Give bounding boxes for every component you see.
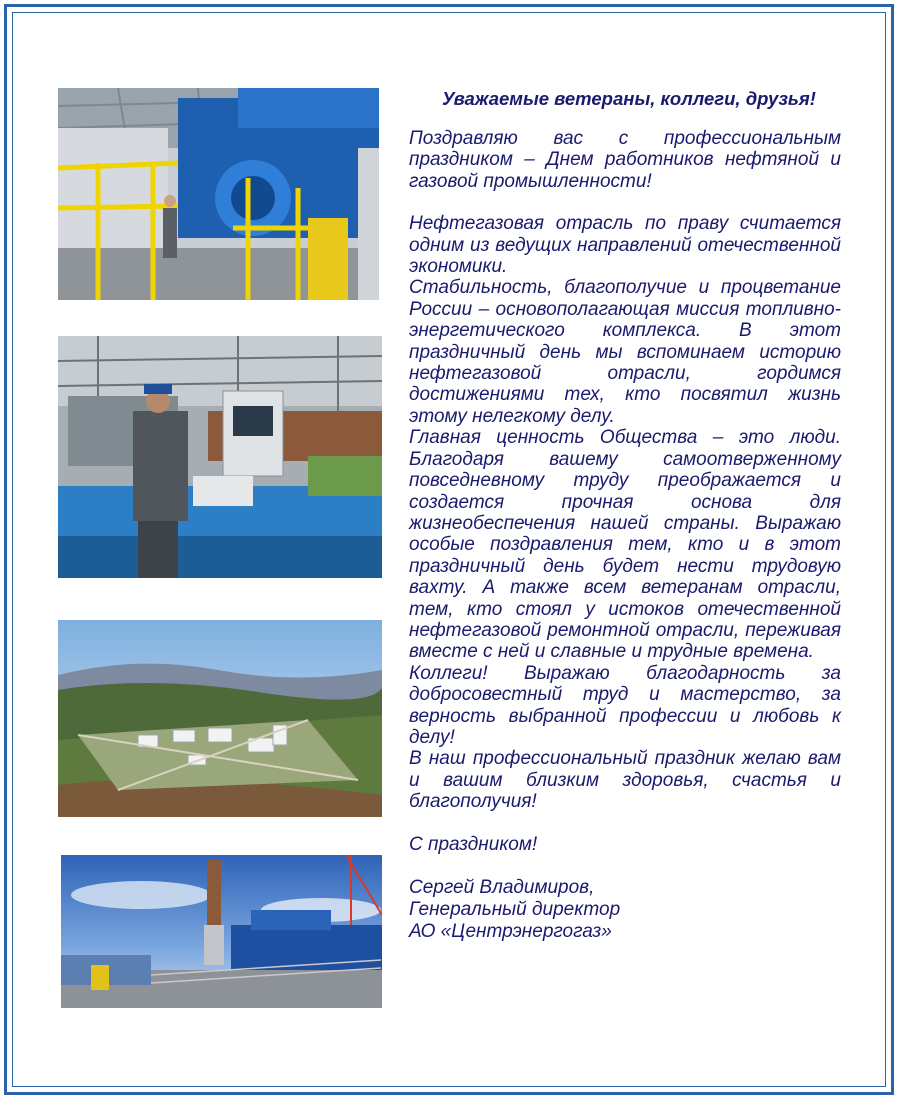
- letter-text: [409, 88, 841, 943]
- industrial-hall-photo: [58, 88, 379, 300]
- paragraph-wishes: В наш профессиональный праздник желаю вам и вашим близким здоровья, счастья и благополучия!: [409, 748, 841, 813]
- signature-company: АО «Центрэнергогаз»: [409, 920, 612, 942]
- closing-text: С праздником!: [409, 833, 538, 855]
- paragraph-people: Главная ценность Общества – это люди. Благодаря вашему самоотверженному повседневному труду преображается и создается прочная основа для жизнеобеспечения нашей страны. Выражаю особые поздравления тем, кто и в этот праздничный день будет нести трудовую вахту. А также всем ветеранам отрасли, тем, кто стоял у истоков отечественной нефтегазовой ремонтной отрасли, переживая вместе с ней и славные и трудные времена.: [409, 427, 841, 663]
- signature-title: Генеральный директор: [409, 898, 621, 920]
- gas-field-aerial-photo: [58, 620, 382, 817]
- paragraph-gratitude: Коллеги! Выражаю благодарность за добросовестный труд и мастерство, за верность выбранной профессии и любовь к делу!: [409, 662, 841, 748]
- power-plant-photo: [61, 855, 382, 1008]
- greeting-heading: Уважаемые ветераны, коллеги, друзья!: [442, 88, 816, 109]
- paragraph-congratulation: Поздравляю вас с профессиональным праздником – Днем работников нефтяной и газовой промышленности!: [409, 128, 841, 192]
- signature-name: Сергей Владимиров,: [409, 876, 595, 898]
- paragraph-industry: Нефтегазовая отрасль по праву считается одним из ведущих направлений отечественной экономики.: [409, 213, 841, 278]
- paragraph-stability: Стабильность, благополучие и процветание России – основополагающая миссия топливно-энергетического комплекса. В этот праздничный день мы вспоминаем историю нефтегазовой отрасли, гордимся достижениями тех, кто посвятил жизнь этому нелегкому делу.: [409, 277, 841, 427]
- machine-operator-photo: [58, 336, 382, 578]
